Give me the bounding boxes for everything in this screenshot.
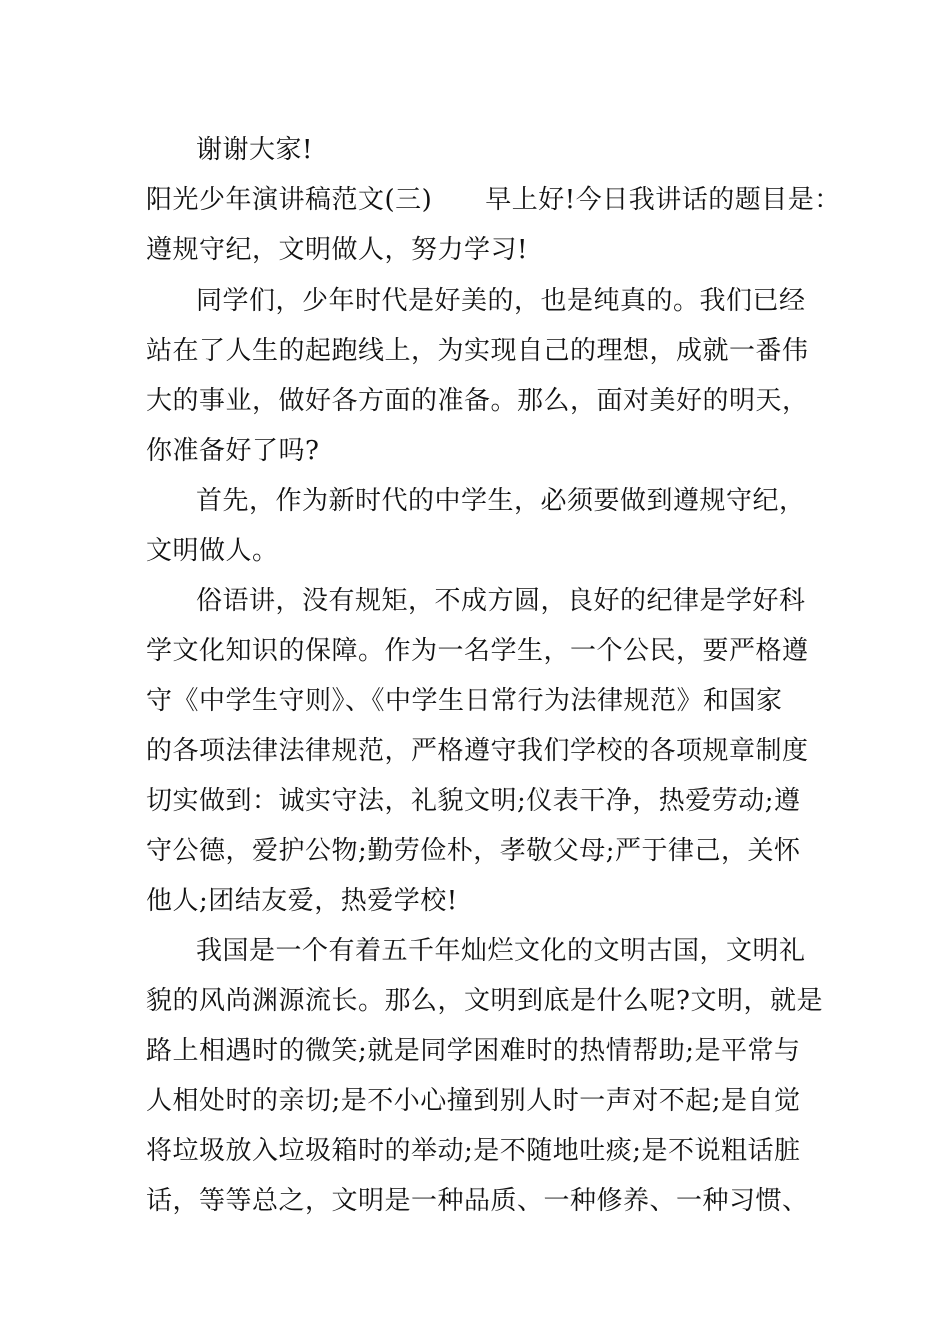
text-line: 切实做到：诚实守法，礼貌文明;仪表干净，热爱劳动;遵 xyxy=(146,786,801,816)
text-line: 遵规守纪，文明做人，努力学习! xyxy=(146,235,528,265)
text-line: 站在了人生的起跑线上，为实现自己的理想，成就一番伟 xyxy=(146,336,809,366)
text-line: 同学们，少年时代是好美的，也是纯真的。我们已经 xyxy=(196,286,806,316)
text-line: 阳光少年演讲稿范文(三) 早上好!今日我讲话的题目是： xyxy=(146,185,841,215)
text-line: 将垃圾放入垃圾箱时的举动;是不随地吐痰;是不说粗话脏 xyxy=(146,1136,801,1166)
text-line: 守《中学生守则》、《中学生日常行为法律规范》和国家 xyxy=(146,686,783,716)
text-line: 首先，作为新时代的中学生，必须要做到遵规守纪， xyxy=(196,486,806,516)
text-line: 俗语讲，没有规矩，不成方圆，良好的纪律是学好科 xyxy=(196,586,806,616)
text-line: 貌的风尚渊源流长。那么，文明到底是什么呢?文明，就是 xyxy=(146,986,823,1016)
text-line: 守公德，爱护公物;勤劳俭朴，孝敬父母;严于律己，关怀 xyxy=(146,836,801,866)
text-line: 他人;团结友爱，热爱学校! xyxy=(146,886,458,916)
text-line: 学文化知识的保障。作为一名学生，一个公民，要严格遵 xyxy=(146,636,809,666)
text-line: 路上相遇时的微笑;就是同学困难时的热情帮助;是平常与 xyxy=(146,1036,801,1066)
text-line: 我国是一个有着五千年灿烂文化的文明古国，文明礼 xyxy=(196,936,806,966)
text-line: 你准备好了吗? xyxy=(146,436,320,466)
text-line: 的各项法律法律规范，严格遵守我们学校的各项规章制度 xyxy=(146,736,809,766)
text-line: 话，等等总之，文明是一种品质、一种修养、一种习惯、 xyxy=(146,1186,809,1216)
text-line: 大的事业，做好各方面的准备。那么，面对美好的明天， xyxy=(146,386,809,416)
text-line: 文明做人。 xyxy=(146,536,279,566)
text-line: 谢谢大家! xyxy=(196,135,313,165)
text-line: 人相处时的亲切;是不小心撞到别人时一声对不起;是自觉 xyxy=(146,1086,801,1116)
